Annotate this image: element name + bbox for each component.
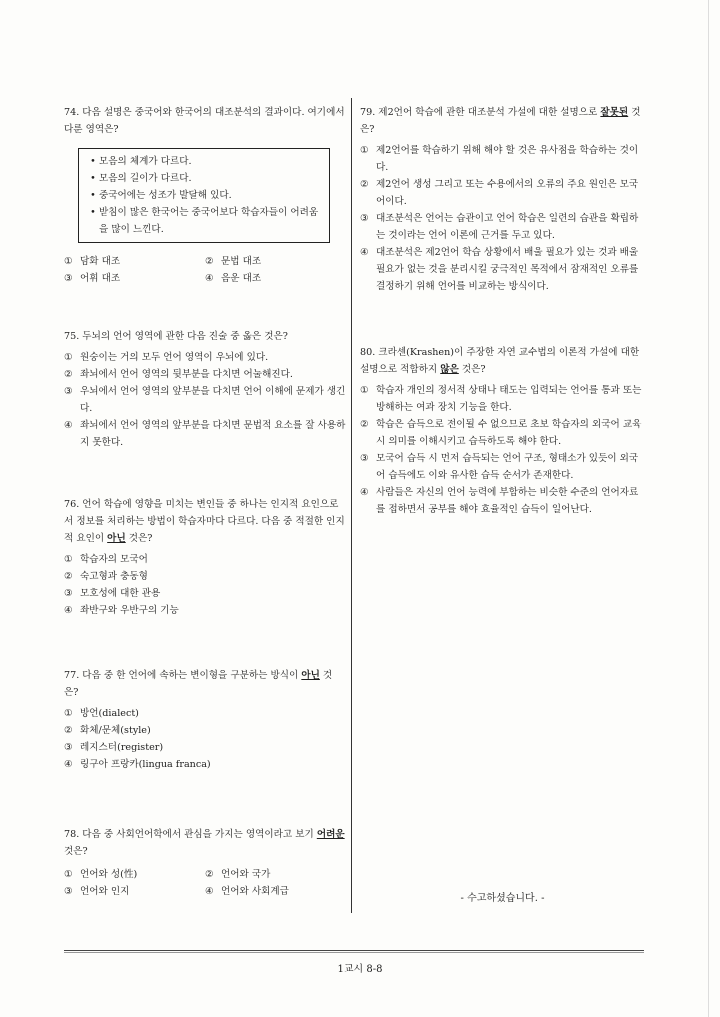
bullet-icon: •: [90, 207, 96, 218]
question-80: [360, 344, 645, 518]
question-74: [64, 104, 346, 287]
box-item: • 중국어에는 성조가 발달해 있다.: [87, 187, 321, 204]
option[interactable]: ④ 링구아 프랑카(lingua franca): [64, 759, 211, 770]
bullet-icon: •: [90, 173, 96, 184]
option[interactable]: ② 언어와 국가: [205, 869, 271, 880]
option[interactable]: ① 방언(dialect): [64, 708, 139, 719]
option[interactable]: ② 문법 대조: [205, 256, 262, 267]
option[interactable]: ① 언어와 성(性): [64, 869, 138, 880]
bullet-icon: •: [90, 156, 96, 167]
option[interactable]: ③ 우뇌에서 언어 영역의 앞부분을 다치면 언어 이해에 문제가 생긴다.: [64, 386, 346, 414]
question-74-stem: 74. 다음 설명은 중국어와 한국어의 대조분석의 결과이다. 여기에서 다룬 영역은?: [64, 107, 345, 135]
option[interactable]: ① 학습자의 모국어: [64, 554, 148, 565]
question-79-options: [360, 142, 645, 295]
footer-rule: [64, 950, 644, 951]
option[interactable]: ③ 대조분석은 언어는 습관이고 언어 학습은 일련의 습관을 확립하는 것이라는 언어 이론에 근거를 두고 있다.: [360, 213, 639, 241]
option[interactable]: ③ 모호성에 대한 관용: [64, 588, 161, 599]
question-80-options: [360, 382, 645, 518]
option[interactable]: ③ 언어와 인지: [64, 886, 130, 897]
question-76: [64, 496, 346, 619]
option[interactable]: ④ 좌뇌에서 언어 영역의 앞부분을 다치면 문법적 요소를 잘 사용하지 못한다.: [64, 420, 346, 448]
option[interactable]: ④ 좌반구와 우반구의 기능: [64, 605, 179, 616]
bullet-icon: •: [90, 190, 96, 201]
option[interactable]: ② 숙고형과 충동형: [64, 571, 148, 582]
option[interactable]: ③ 어휘 대조: [64, 273, 121, 284]
scan-edge: [708, 0, 709, 1017]
question-75: [64, 328, 346, 451]
option[interactable]: ③ 모국어 습득 시 먼저 습득되는 언어 구조, 형태소가 있듯이 외국어 습득에도 이와 유사한 습득 순서가 존재한다.: [360, 453, 639, 481]
question-78-options: [64, 866, 346, 900]
option[interactable]: ① 제2언어를 학습하기 위해 해야 할 것은 유사점을 학습하는 것이다.: [360, 145, 639, 173]
footer-rule-secondary: [64, 952, 644, 953]
option[interactable]: ④ 언어와 사회계급: [205, 886, 289, 897]
closing-text: - 수고하셨습니다. -: [460, 893, 545, 904]
option[interactable]: ④ 사람들은 자신의 언어 능력에 부합하는 비슷한 수준의 언어자료를 접하면서 공부를 해야 효율적인 습득이 일어난다.: [360, 487, 639, 515]
box-item: • 모음의 길이가 다르다.: [87, 170, 321, 187]
question-79: [360, 104, 645, 295]
question-76-options: [64, 551, 346, 619]
question-74-box: [78, 148, 330, 243]
box-item: • 모음의 체계가 다르다.: [87, 153, 321, 170]
question-78-stem: 78. 다음 중 사회언어학에서 관심을 가지는 영역이라고 보기 어려운 것은?: [64, 829, 345, 857]
option[interactable]: ① 학습자 개인의 정서적 상태나 태도는 입력되는 언어를 통과 또는 방해하는 여과 장치 기능을 한다.: [360, 385, 642, 413]
question-76-stem: 76. 언어 학습에 영향을 미치는 변인들 중 하나는 인지적 요인으로서 정보를 처리하는 방법이 학습자마다 다르다. 다음 중 적절한 인지적 요인이 아닌 것은?: [64, 499, 345, 544]
question-78: [64, 826, 346, 900]
option[interactable]: ④ 음운 대조: [205, 273, 262, 284]
question-75-options: [64, 349, 346, 451]
question-75-stem: 75. 두뇌의 언어 영역에 관한 다음 진술 중 옳은 것은?: [64, 331, 288, 342]
option[interactable]: ① 담화 대조: [64, 256, 121, 267]
option[interactable]: ① 원숭이는 거의 모두 언어 영역이 우뇌에 있다.: [64, 352, 269, 363]
option[interactable]: ② 좌뇌에서 언어 영역의 뒷부분을 다치면 어눌해진다.: [64, 369, 293, 380]
page-number: 1교시 8-8: [337, 964, 383, 975]
question-79-stem: 79. 제2언어 학습에 관한 대조분석 가설에 대한 설명으로 잘못된 것은?: [360, 107, 641, 135]
column-divider: [351, 98, 352, 913]
question-77-stem: 77. 다음 중 한 언어에 속하는 변이형을 구분하는 방식이 아닌 것은?: [64, 670, 333, 698]
question-77-options: [64, 705, 346, 773]
option[interactable]: ② 학습은 습득으로 전이될 수 없으므로 초보 학습자의 외국어 교육 시 의미를 이해시키고 습득하도록 해야 한다.: [360, 419, 642, 447]
option[interactable]: ② 화체/문체(style): [64, 725, 151, 736]
option[interactable]: ④ 대조분석은 제2언어 학습 상황에서 배울 필요가 있는 것과 배울 필요가 없는 것을 분리시킬 궁극적인 목적에서 잠재적인 오류를 결정하기 위해 언어를 비교하는 방식이다.: [360, 247, 639, 292]
question-77: [64, 667, 346, 773]
question-80-stem: 80. 크라센(Krashen)이 주장한 자연 교수법의 이론적 가설에 대한 설명으로 적합하지 않은 것은?: [360, 347, 640, 375]
option[interactable]: ③ 레지스터(register): [64, 742, 164, 753]
option[interactable]: ② 제2언어 생성 그리고 또는 수용에서의 오류의 주요 원인은 모국어이다.: [360, 179, 639, 207]
question-74-options: [64, 253, 346, 287]
box-item: • 받침이 많은 한국어는 중국어보다 학습자들이 어려움을 많이 느낀다.: [87, 204, 321, 238]
